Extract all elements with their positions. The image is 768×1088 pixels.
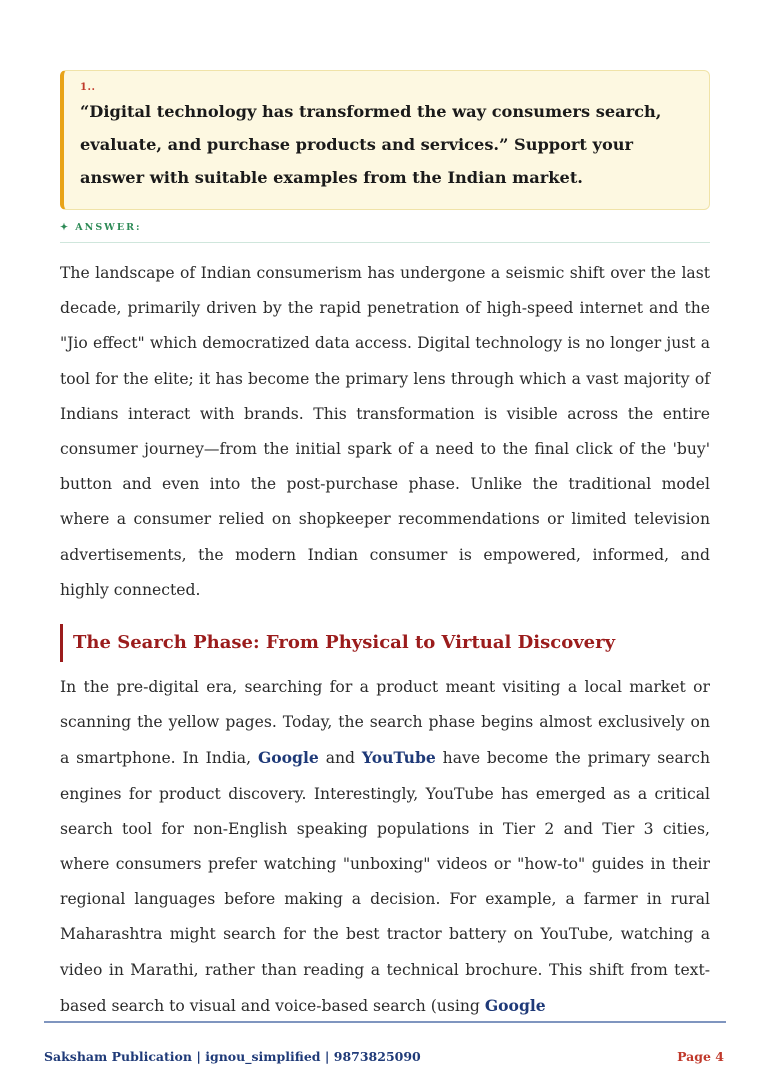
page-number: Page 4 xyxy=(677,1049,724,1064)
highlight-google: Google xyxy=(484,995,546,1015)
paragraph-intro: The landscape of Indian consumerism has undergone a seismic shift over the last decade, primarily driven by the rapid penetration of high-speed internet and the "Jio effect" which democratized data access. Digital technology is no longer just a tool for the elite; it has become the primary lens through which a vast majority of Indians interact with brands. This transformation is visible across the entire consumer journey—from the initial spark of a need to the final click of the 'buy' button and even into the post-purchase phase. Unlike the traditional model where a consumer relied on shopkeeper recommendations or limited television advertisements, the modern Indian consumer is empowered, informed, and highly connected. xyxy=(60,264,710,599)
section-heading: The Search Phase: From Physical to Virtual Discovery xyxy=(60,624,710,662)
paragraph-search-phase xyxy=(60,670,710,1024)
highlight-youtube: YouTube xyxy=(361,748,436,768)
answer-divider xyxy=(60,242,710,243)
paragraph-text-part: and xyxy=(318,749,362,768)
answer-label: ✦ ANSWER: xyxy=(60,222,142,233)
paragraph-text-part: have become the primary search engines for product discovery. Interestingly, YouTube has emerged as a critical search tool for non-English speaking populations in Tier 2 and Tier 3 cities, where consumers prefer watching "unboxing" videos or "how-to" guides in their regional languages before making a decision. For example, a farmer in rural Maharashtra might search for the best tractor battery on YouTube, watching a video in Marathi, rather than reading a technical brochure. This shift from text-based search to visual and voice-based search (using xyxy=(60,749,711,1015)
paragraph-text-part: In the pre-digital era, searching for a product meant visiting a local market or scanning the yellow pages. Today, the search phase begins almost exclusively on a smartphone. In India, xyxy=(60,678,710,768)
footer-publisher: Saksham Publication | ignou_simplified | 9873825090 xyxy=(44,1049,421,1064)
question-number: 1.. xyxy=(80,82,96,93)
footer-divider xyxy=(44,1021,726,1023)
question-text: “Digital technology has transformed the way consumers search, evaluate, and purchase products and services.” Support your answer with suitable examples from the Indian market. xyxy=(80,102,662,187)
question-box xyxy=(60,70,710,210)
highlight-google: Google xyxy=(257,748,319,768)
